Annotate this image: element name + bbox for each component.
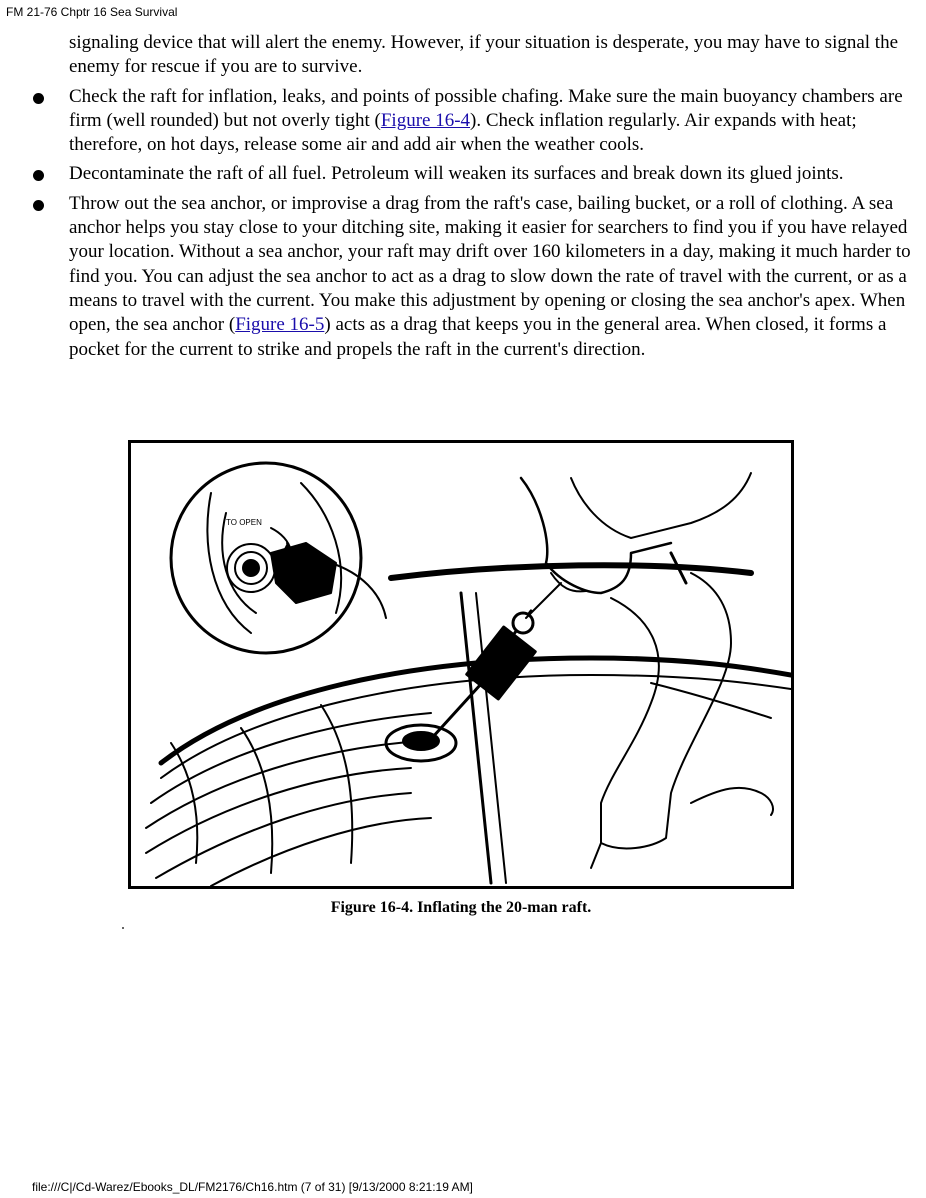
- bullet-text: ). Check inflation regularly. Air expands with heat; therefore, on hot days, release some air and add air when the weather cools.: [69, 109, 857, 156]
- figure-16-4-link[interactable]: Figure 16-4: [380, 109, 471, 131]
- bullet-item-raft-inflation: [69, 85, 914, 158]
- document-body: [69, 31, 914, 362]
- raft-inflation-drawing: [131, 443, 791, 886]
- page-header: FM 21-76 Chptr 16 Sea Survival: [6, 5, 178, 19]
- figure-16-5-link[interactable]: Figure 16-5: [235, 314, 325, 336]
- bullet-item-sea-anchor: [69, 192, 914, 362]
- bullet-icon: [33, 200, 44, 211]
- to-open-label: TO OPEN: [226, 518, 262, 527]
- intro-paragraph: signaling device that will alert the enemy. However, if your situation is desperate, you may have to signal the enemy for rescue if you are to survive.: [69, 32, 899, 78]
- page-footer: file:///C|/Cd-Warez/Ebooks_DL/FM2176/Ch16.htm (7 of 31) [9/13/2000 8:21:19 AM]: [32, 1180, 473, 1194]
- bullet-item-decontaminate: [69, 162, 914, 186]
- figure-16-4-illustration: [128, 440, 794, 889]
- figure-caption: Figure 16-4. Inflating the 20-man raft.: [330, 899, 592, 916]
- bullet-text: Throw out the sea anchor, or improvise a drag from the raft's case, bailing bucket, or a roll of clothing. A sea anchor helps you stay close to your ditching site, making it easier for searchers to find you if you have relayed your location. Without a sea anchor, your raft may drift over 160 kilometers in a day, making it much harder to find you. You can adjust the sea anchor to act as a drag to slow down the rate of travel with the current, or as a means to travel with the current. You make this adjustment by opening or closing the sea anchor's apex. When open, the sea anchor (: [69, 192, 911, 336]
- bullet-text: ) acts as a drag that keeps you in the general area. When closed, it forms a pocket for the current to strike and propels the raft in the current's direction.: [69, 314, 887, 360]
- bullet-icon: [33, 170, 44, 181]
- bullet-icon: [33, 93, 44, 104]
- scan-speck: [122, 927, 124, 929]
- bullet-text: Decontaminate the raft of all fuel. Petroleum will weaken its surfaces and break down its glued joints.: [69, 163, 844, 185]
- bullet-text: Check the raft for inflation, leaks, and points of possible chafing. Make sure the main buoyancy chambers are firm (well rounded) but not overly tight (: [69, 85, 903, 131]
